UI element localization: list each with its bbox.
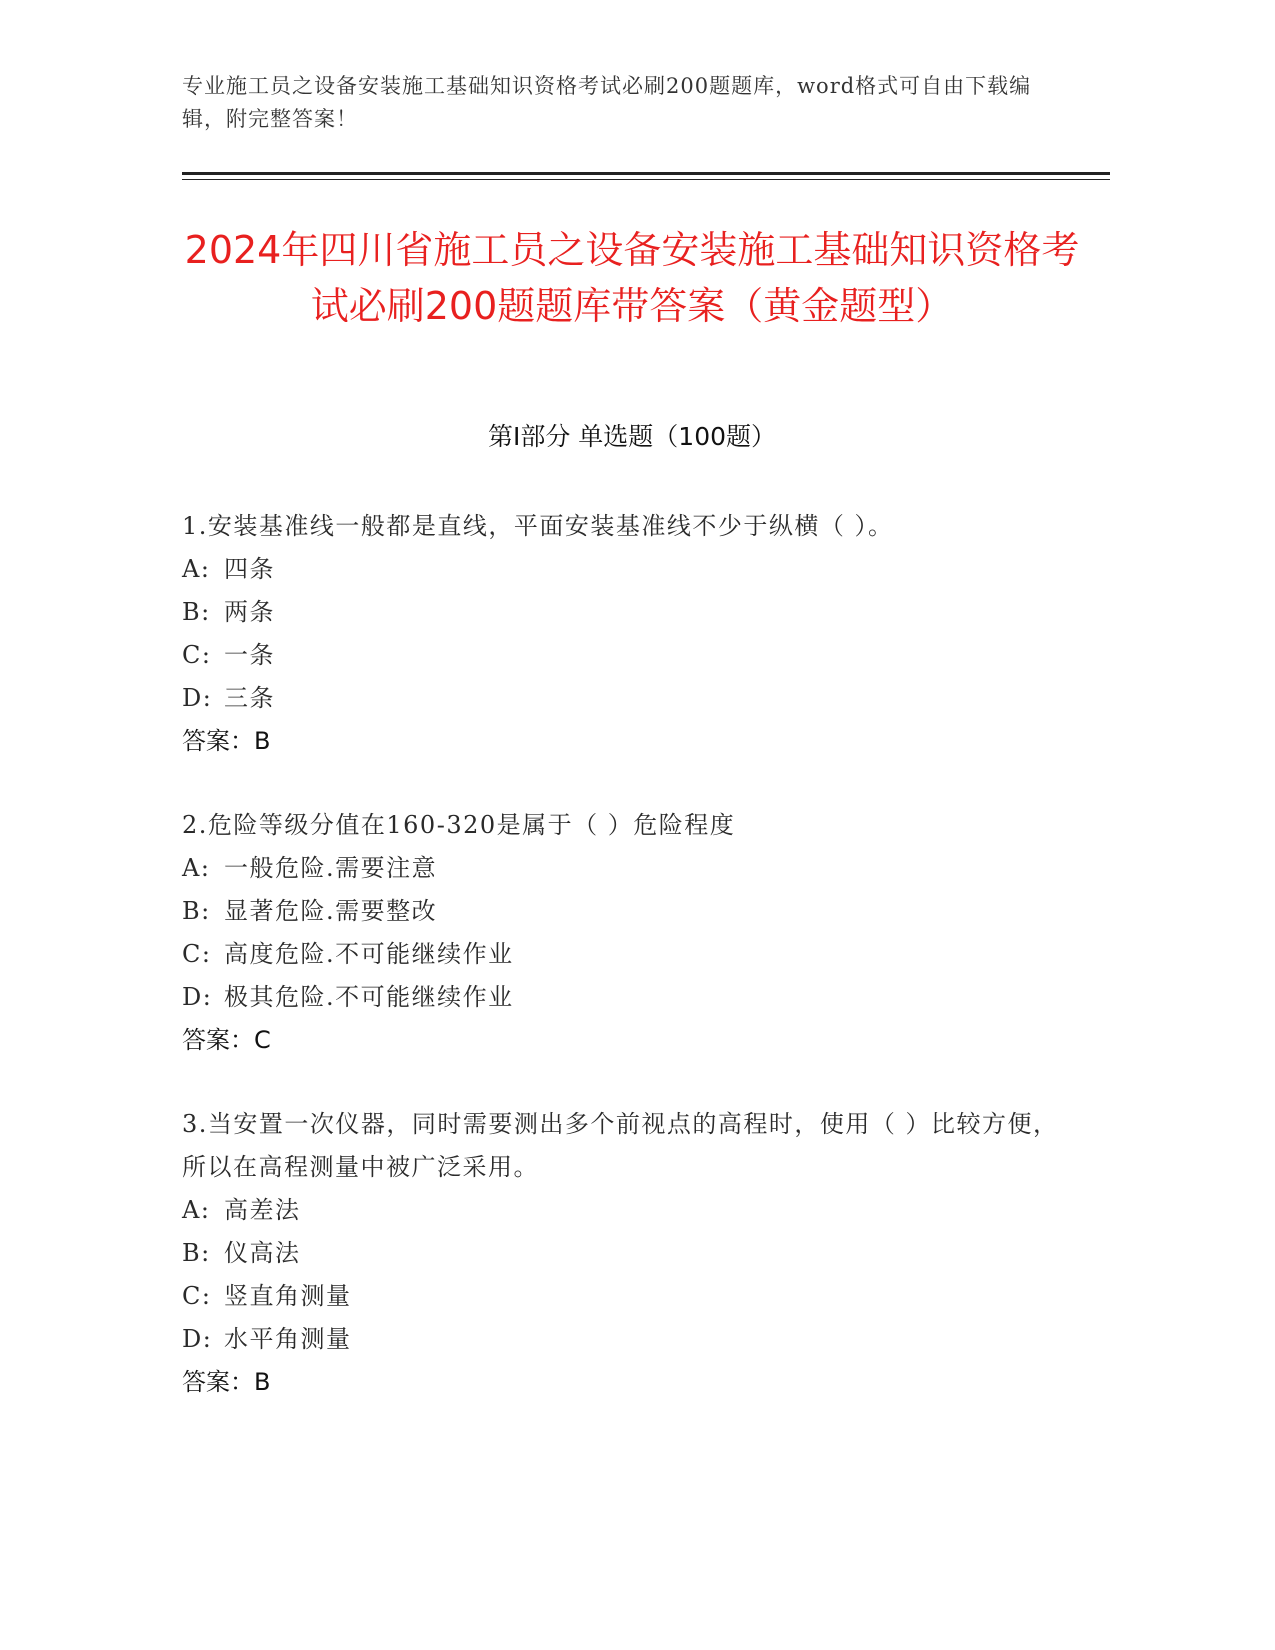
option-text: 三条	[224, 684, 275, 712]
option-text: 一条	[224, 641, 275, 669]
header-note: 专业施工员之设备安装施工基础知识资格考试必刷200题题库，word格式可自由下载编辑，附完整答案！	[182, 74, 1032, 131]
question-stem: 3.当安置一次仪器，同时需要测出多个前视点的高程时，使用（ ）比较方便，所以在高程测量中被广泛采用。	[182, 1110, 1059, 1181]
option-text: 高度危险.不可能继续作业	[224, 940, 514, 968]
option-text: 水平角测量	[224, 1325, 352, 1353]
option-key: D:	[182, 983, 213, 1011]
option-text: 一般危险.需要注意	[224, 854, 438, 882]
option-key: B:	[182, 897, 211, 925]
option-b	[182, 890, 1062, 933]
option-a	[182, 847, 1062, 890]
option-key: D:	[182, 684, 213, 712]
option-a	[182, 548, 1062, 591]
question-stem: 2.危险等级分值在160-320是属于（ ）危险程度	[182, 811, 736, 839]
option-text: 仪高法	[224, 1239, 301, 1267]
question-1	[182, 505, 1062, 763]
option-a	[182, 1189, 1062, 1232]
option-d	[182, 677, 1062, 720]
option-key: A:	[182, 555, 211, 583]
option-key: A:	[182, 1196, 211, 1224]
answer-line: 答案：C	[182, 1026, 271, 1054]
option-c	[182, 1275, 1062, 1318]
option-d	[182, 976, 1062, 1019]
option-c	[182, 933, 1062, 976]
option-text: 高差法	[224, 1196, 301, 1224]
option-b	[182, 591, 1062, 634]
option-text: 竖直角测量	[224, 1282, 352, 1310]
answer-line: 答案：B	[182, 1368, 271, 1396]
option-text: 极其危险.不可能继续作业	[224, 983, 514, 1011]
option-text: 四条	[224, 555, 275, 583]
header-divider-thick	[182, 172, 1110, 175]
option-c	[182, 634, 1062, 677]
option-key: C:	[182, 940, 212, 968]
option-key: A:	[182, 854, 211, 882]
option-key: B:	[182, 1239, 211, 1267]
question-2	[182, 804, 1062, 1062]
option-key: D:	[182, 1325, 213, 1353]
option-text: 两条	[224, 598, 275, 626]
option-key: B:	[182, 598, 211, 626]
header-divider-thin	[182, 179, 1110, 180]
answer-line: 答案：B	[182, 727, 271, 755]
option-key: C:	[182, 1282, 212, 1310]
question-list	[182, 505, 1062, 1445]
option-text: 显著危险.需要整改	[224, 897, 438, 925]
option-b	[182, 1232, 1062, 1275]
section-heading: 第I部分 单选题（100题）	[487, 422, 777, 451]
option-key: C:	[182, 641, 212, 669]
question-3	[182, 1103, 1062, 1404]
document-title: 2024年四川省施工员之设备安装施工基础知识资格考试必刷200题题库带答案（黄金题型）	[184, 228, 1080, 328]
question-stem: 1.安装基准线一般都是直线，平面安装基准线不少于纵横（ ）。	[182, 512, 894, 540]
option-d	[182, 1318, 1062, 1361]
